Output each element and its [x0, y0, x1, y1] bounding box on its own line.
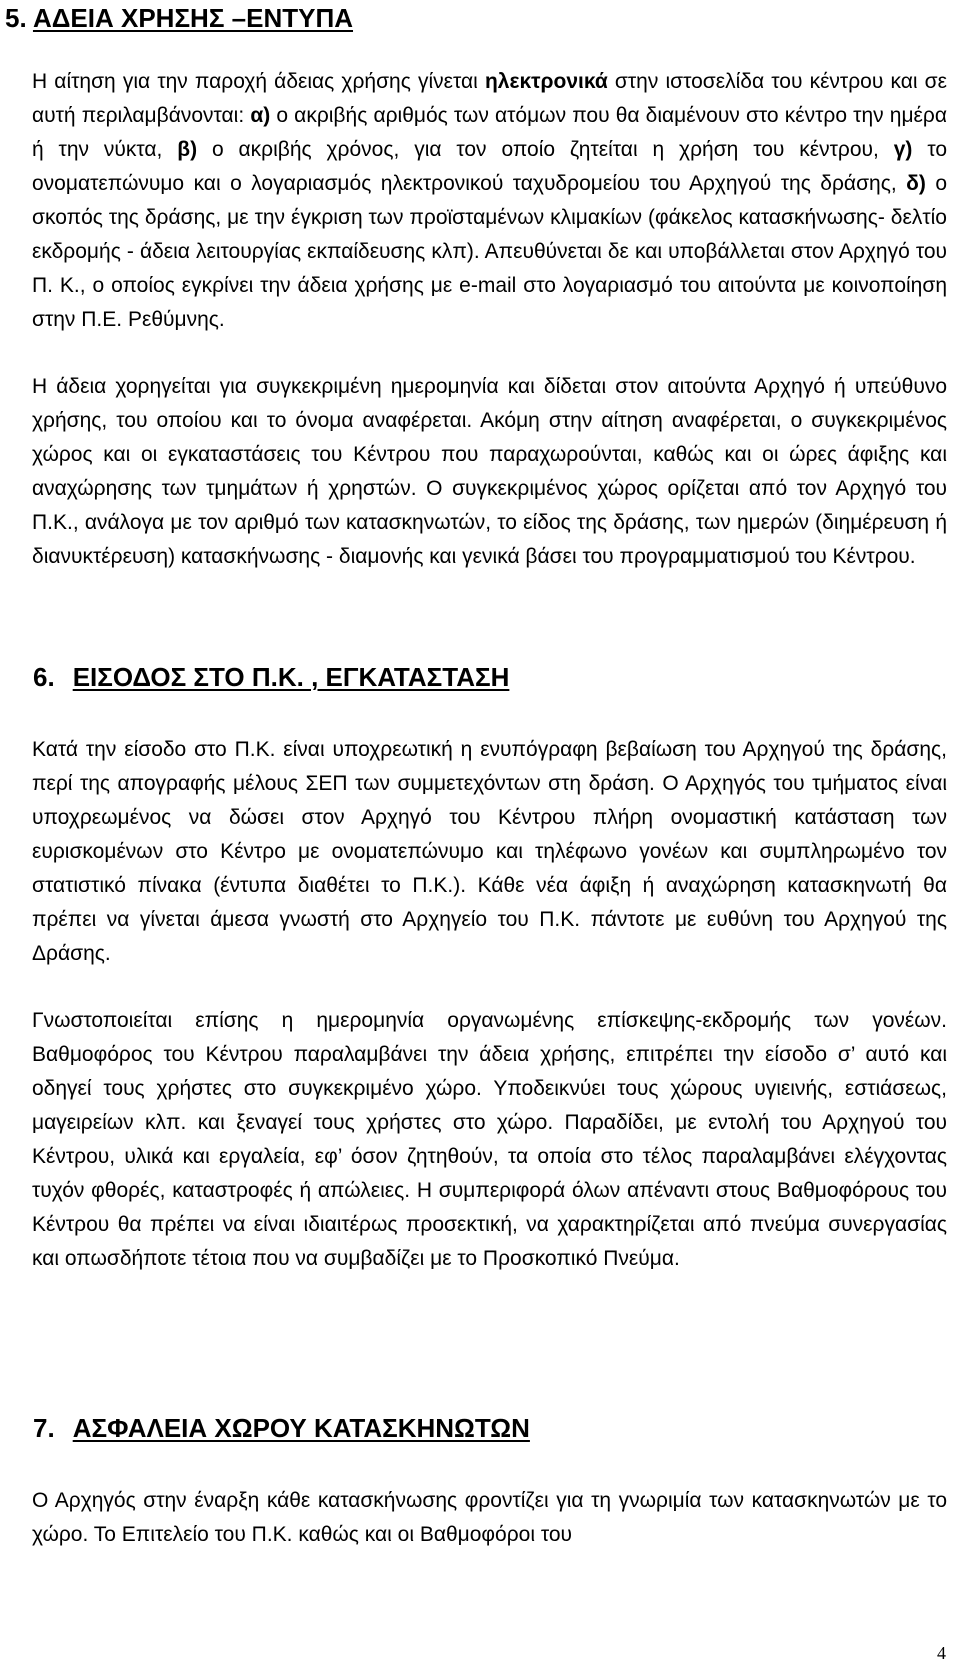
bold-run: α) [250, 104, 271, 127]
text-run: το ονοματεπώνυμο και ο λογαριασμός ηλεκτρονικού ταχυδρομείου του Αρχηγού της δράσης, [32, 138, 947, 195]
section-6-heading [33, 662, 509, 692]
text-run: Η αίτηση για την παροχή άδειας χρήσης γίνεται [32, 70, 485, 93]
section-6-title: ΕΙΣΟΔΟΣ ΣΤΟ Π.Κ. , ΕΓΚΑΤΑΣΤΑΣΗ [72, 662, 510, 692]
text-run: ο ακριβής αριθμός των ατόμων που θα διαμένουν στο κέντρο την ημέρα ή την νύκτα, [32, 104, 947, 161]
section-7-paragraph-1: Ο Αρχηγός στην έναρξη κάθε κατασκήνωσης φροντίζει για τη γνωριμία των κατασκηνωτών με το χώρο. Το Επιτελείο του Π.Κ. καθώς και οι Βαθμοφόροι του [32, 1489, 947, 1546]
section-5-heading [5, 3, 353, 33]
section-6-number: 6. [33, 662, 55, 692]
text-run: στην ιστοσελίδα του κέντρου και σε αυτή περιλαμβάνονται: [32, 70, 947, 127]
section-6-paragraph-1: Κατά την είσοδο στο Π.Κ. είναι υποχρεωτική η ενυπόγραφη βεβαίωση του Αρχηγού της δράσης, περί της απογραφής μέλους ΣΕΠ των συμμετεχόντων στη δράση. Ο Αρχηγός του τμήματος είναι υποχρεωμένος να δώσει στον Αρχηγό του Κέντρου πλήρη ονομαστική κατάσταση των ευρισκομένων στο Κέντρο με ονοματεπώνυμο και τηλέφωνο γονέων και συμπληρωμένο τον στατιστικό πίνακα (έντυπα διαθέτει το Π.Κ.). Κάθε νέα άφιξη ή αναχώρηση κατασκηνωτή θα πρέπει να γίνεται άμεσα γνωστή στο Αρχηγείο του Π.Κ. πάντοτε με ευθύνη του Αρχηγού της Δράσης. [32, 738, 947, 965]
section-5-paragraph-2: Η άδεια χορηγείται για συγκεκριμένη ημερομηνία και δίδεται στον αιτούντα Αρχηγό ή υπεύθυνο χρήσης, του οποίου και το όνομα αναφέρεται. Ακόμη στην αίτηση αναφέρεται, ο συγκεκριμένος χώρος και οι εγκαταστάσεις του Κέντρου που παραχωρούνται, καθώς και οι ώρες άφιξης και αναχώρησης των τμημάτων ή χρηστών. Ο συγκεκριμένος χώρος ορίζεται από τον Αρχηγό του Π.Κ., ανάλογα με τον αριθμό των κατασκηνωτών, το είδος της δράσης, των ημερών (διημέρευση ή διανυκτέρευση) κατασκήνωσης - διαμονής και γενικά βάσει του προγραμματισμού του Κέντρου. [32, 375, 947, 568]
section-5-number: 5. [5, 3, 27, 33]
bold-run: ηλεκτρονικά [484, 70, 608, 93]
bold-run: β) [177, 138, 198, 161]
section-7-title: ΑΣΦΑΛΕΙΑ ΧΩΡΟΥ ΚΑΤΑΣΚΗΝΩΤΩΝ [72, 1413, 530, 1443]
bold-run: δ) [906, 172, 926, 195]
bold-run: γ) [893, 138, 913, 161]
section-5-paragraph-1 [32, 65, 947, 337]
page-number: 4 [937, 1643, 946, 1663]
section-7-heading [33, 1413, 530, 1443]
text-run: ο ακριβής χρόνος, για τον οποίο ζητείται η χρήση του κέντρου, [197, 138, 894, 161]
section-5-title: ΑΔΕΙΑ ΧΡΗΣΗΣ –ΕΝΤΥΠΑ [32, 3, 354, 33]
text-run: ο σκοπός της δράσης, με την έγκριση των προϊσταμένων κλιμακίων (φάκελος κατασκήνωσης- δελτίο εκδρομής - άδεια λειτουργίας εκπαίδευσης κλπ). Απευθύνεται δε και υποβάλλεται στον Αρχηγό του Π. Κ., ο οποίος εγκρίνει την άδεια χρήσης με e-mail στο λογαριασμό του αιτούντα με κοινοποίηση στην Π.Ε. Ρεθύμνης. [32, 172, 947, 331]
section-7-number: 7. [33, 1413, 55, 1443]
section-6-paragraph-2: Γνωστοποιείται επίσης η ημερομηνία οργανωμένης επίσκεψης-εκδρομής των γονέων. Βαθμοφόρος του Κέντρου παραλαμβάνει την άδεια χρήσης, επιτρέπει την είσοδο σ’ αυτό και οδηγεί τους χρήστες στο συγκεκριμένο χώρο. Υποδεικνύει τους χώρους υγιεινής, εστιάσεως, μαγειρείων κλπ. και ξεναγεί τους χρήστες στο χώρο. Παραδίδει, με εντολή του Αρχηγού του Κέντρου, υλικά και εργαλεία, εφ’ όσον ζητηθούν, τα οποία στο τέλος παραλαμβάνει ελέγχοντας τυχόν φθορές, καταστροφές ή απώλειες. Η συμπεριφορά όλων απέναντι στους Βαθμοφόρους του Κέντρου θα πρέπει να είναι ιδιαιτέρως προσεκτική, να χαρακτηρίζεται από πνεύμα συνεργασίας και οπωσδήποτε τέτοια που να συμβαδίζει με το Προσκοπικό Πνεύμα. [32, 1009, 947, 1270]
